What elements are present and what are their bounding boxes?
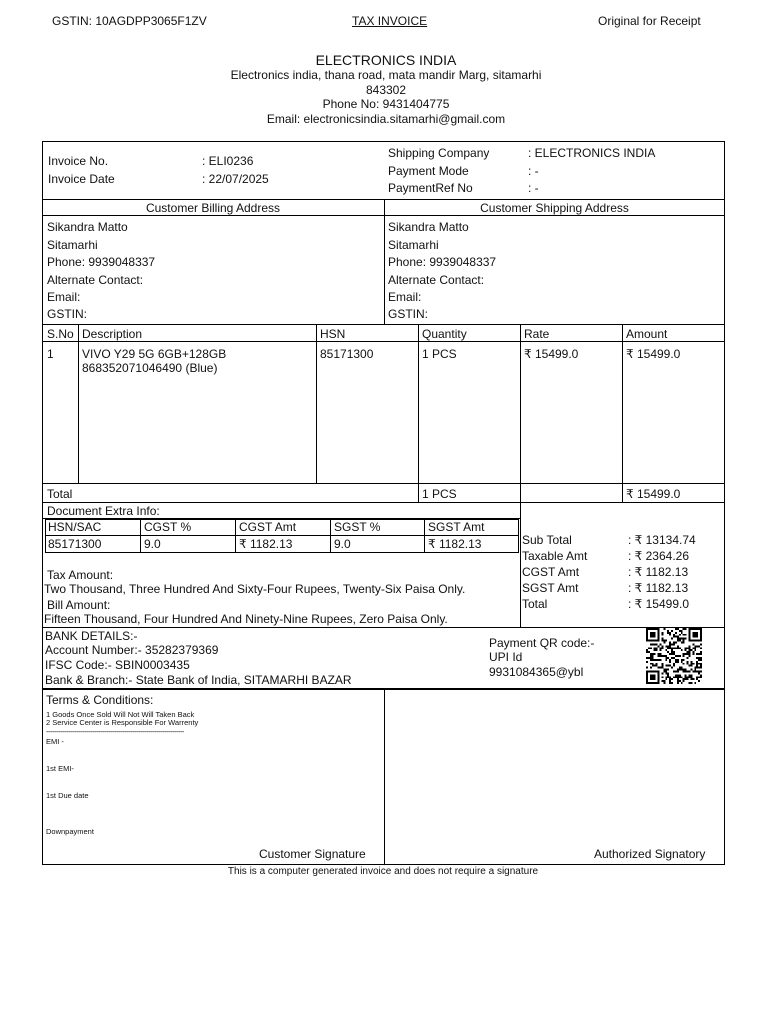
- summary-taxable-value: : ₹ 2364.26: [628, 549, 690, 563]
- terms-line-2: 2 Service Center is Responsible For Warrenty: [46, 718, 199, 727]
- shipping-alt-contact: Alternate Contact:: [388, 273, 485, 287]
- tax-header-hsn: HSN/SAC: [48, 520, 102, 534]
- tax-row-cgst-amt: ₹ 1182.13: [239, 537, 293, 551]
- total-quantity: 1 PCS: [422, 487, 457, 501]
- tax-header-sgst-amt: SGST Amt: [428, 520, 485, 534]
- first-emi-label: 1st EMI-: [46, 764, 74, 773]
- shipping-company-label: Shipping Company: [388, 146, 490, 160]
- bill-amount-label: Bill Amount:: [47, 598, 111, 612]
- billing-title: Customer Billing Address: [145, 201, 281, 215]
- divider: [42, 502, 725, 503]
- total-amount: ₹ 15499.0: [626, 487, 681, 501]
- divider: [140, 519, 141, 553]
- item-sno: 1: [47, 347, 54, 361]
- divider: [520, 324, 521, 502]
- invoice-date-label: Invoice Date: [48, 172, 115, 186]
- shipping-gstin: GSTIN:: [388, 307, 429, 321]
- col-header-hsn: HSN: [320, 327, 346, 341]
- col-header-description: Description: [82, 327, 143, 341]
- tax-header-cgst-pct: CGST %: [144, 520, 192, 534]
- divider: [78, 324, 79, 483]
- tax-header-sgst-pct: SGST %: [334, 520, 381, 534]
- divider: [384, 199, 385, 324]
- summary-subtotal-value: : ₹ 13134.74: [628, 533, 696, 547]
- billing-name: Sikandra Matto: [47, 220, 128, 234]
- qr-label: Payment QR code:-: [489, 636, 595, 650]
- tax-row-sgst-amt: ₹ 1182.13: [428, 537, 482, 551]
- summary-subtotal-label: Sub Total: [522, 533, 572, 547]
- downpayment-label: Downpayment: [46, 827, 94, 836]
- shipping-title: Customer Shipping Address: [480, 201, 629, 215]
- divider: [330, 519, 331, 553]
- first-due-date-label: 1st Due date: [46, 791, 89, 800]
- invoice-date-value: : 22/07/2025: [202, 172, 269, 186]
- col-header-quantity: Quantity: [422, 327, 467, 341]
- company-name: ELECTRONICS INDIA: [315, 52, 457, 68]
- bank-branch: Bank & Branch:- State Bank of India, SITAMARHI BAZAR: [45, 673, 352, 687]
- total-label: Total: [47, 487, 73, 501]
- divider: [424, 519, 425, 553]
- shipping-city: Sitamarhi: [388, 238, 439, 252]
- item-description: VIVO Y29 5G 6GB+128GB: [82, 347, 227, 361]
- tax-amount-words: Two Thousand, Three Hundred And Sixty-Four Rupees, Twenty-Six Paisa Only.: [44, 582, 466, 596]
- terms-line-1: 1 Goods Once Sold Will Not Will Taken Back: [46, 710, 195, 719]
- authorized-signatory: Authorized Signatory: [594, 847, 706, 861]
- billing-email: Email:: [47, 290, 81, 304]
- item-amount: ₹ 15499.0: [626, 347, 681, 361]
- col-header-rate: Rate: [524, 327, 550, 341]
- divider: [520, 502, 521, 627]
- upi-label: UPI Id: [489, 650, 523, 664]
- shipping-phone: Phone: 9939048337: [388, 255, 497, 269]
- summary-cgst-label: CGST Amt: [522, 565, 580, 579]
- tax-row-sgst-pct: 9.0: [334, 537, 351, 551]
- document-extra-info: Document Extra Info:: [47, 504, 160, 518]
- payment-mode-value: : -: [528, 164, 539, 178]
- summary-total-value: : ₹ 15499.0: [628, 597, 690, 611]
- upi-value: 9931084365@ybl: [489, 665, 584, 679]
- divider: [42, 627, 725, 628]
- billing-gstin: GSTIN:: [47, 307, 88, 321]
- doc-type-title: TAX INVOICE: [352, 14, 428, 28]
- divider: [45, 535, 519, 536]
- tax-row-hsn: 85171300: [48, 537, 102, 551]
- customer-signature: Customer Signature: [259, 847, 366, 861]
- tax-amount-label: Tax Amount:: [47, 568, 114, 582]
- payment-mode-label: Payment Mode: [388, 164, 469, 178]
- payment-ref-value: : -: [528, 181, 539, 195]
- billing-phone: Phone: 9939048337: [47, 255, 156, 269]
- payment-ref-label: PaymentRef No: [388, 181, 473, 195]
- item-rate: ₹ 15499.0: [524, 347, 579, 361]
- tax-header-cgst-amt: CGST Amt: [239, 520, 297, 534]
- terms-dashes: ---------------------------------------------------------------------: [46, 727, 184, 736]
- company-phone: Phone No: 9431404775: [322, 97, 450, 111]
- summary-cgst-value: : ₹ 1182.13: [628, 565, 689, 579]
- copy-type: Original for Receipt: [598, 14, 701, 28]
- company-address: Electronics india, thana road, mata mandir Marg, sitamarhi: [230, 68, 542, 82]
- divider: [316, 324, 317, 483]
- summary-taxable-label: Taxable Amt: [522, 549, 588, 563]
- gstin-header: GSTIN: 10AGDPP3065F1ZV: [52, 14, 207, 28]
- summary-sgst-label: SGST Amt: [522, 581, 579, 595]
- item-hsn: 85171300: [320, 347, 374, 361]
- divider: [384, 688, 385, 865]
- bank-ifsc: IFSC Code:- SBIN0003435: [45, 658, 190, 672]
- tax-row-cgst-pct: 9.0: [144, 537, 161, 551]
- shipping-company-value: : ELECTRONICS INDIA: [528, 146, 656, 160]
- divider: [418, 324, 419, 502]
- bill-amount-words: Fifteen Thousand, Four Hundred And Ninety-Nine Rupees, Zero Paisa Only.: [44, 612, 448, 626]
- payment-qr-code: [646, 628, 702, 684]
- billing-alt-contact: Alternate Contact:: [47, 273, 144, 287]
- invoice-no-value: : ELI0236: [202, 154, 254, 168]
- item-quantity: 1 PCS: [422, 347, 457, 361]
- emi-label: EMI -: [46, 737, 64, 746]
- bank-account: Account Number:- 35282379369: [45, 643, 219, 657]
- divider: [622, 324, 623, 502]
- shipping-name: Sikandra Matto: [388, 220, 469, 234]
- invoice-no-label: Invoice No.: [48, 154, 109, 168]
- divider: [235, 519, 236, 553]
- item-imei: 868352071046490 (Blue): [82, 361, 218, 375]
- shipping-email: Email:: [388, 290, 422, 304]
- company-pincode: 843302: [365, 83, 407, 97]
- summary-sgst-value: : ₹ 1182.13: [628, 581, 689, 595]
- footer-note: This is a computer generated invoice and does not require a signature: [227, 866, 539, 877]
- col-header-amount: Amount: [626, 327, 668, 341]
- terms-title: Terms & Conditions:: [46, 693, 154, 707]
- billing-city: Sitamarhi: [47, 238, 98, 252]
- bank-title: BANK DETAILS:-: [45, 629, 138, 643]
- col-header-sno: S.No: [47, 327, 74, 341]
- summary-total-label: Total: [522, 597, 548, 611]
- company-email: Email: electronicsindia.sitamarhi@gmail.com: [266, 112, 506, 126]
